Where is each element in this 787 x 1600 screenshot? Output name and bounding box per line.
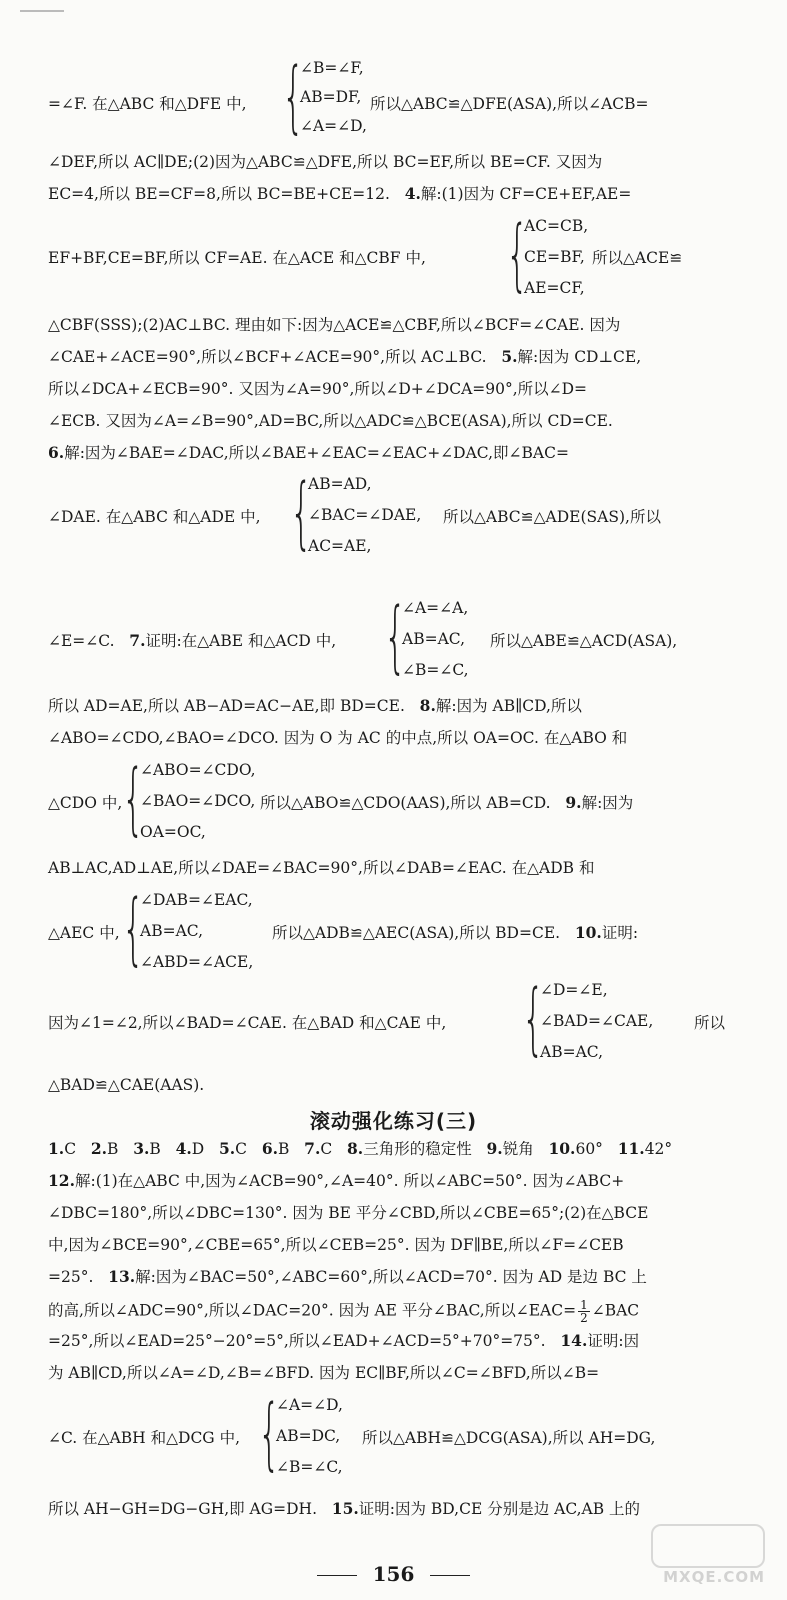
system-row: ∠ABO=∠CDO, bbox=[140, 761, 256, 779]
system-row: ∠B=∠C, bbox=[402, 661, 469, 679]
brace-icon: { bbox=[258, 1389, 281, 1479]
system-row: ∠BAD=∠CAE, bbox=[540, 1012, 654, 1030]
question-number: 15. bbox=[331, 1499, 359, 1518]
system-row: ∠A=∠A, bbox=[402, 599, 469, 617]
text-line: 所以 AD=AE,所以 AB−AD=AC−AE,即 BD=CE. 8.解:因为 AB∥CD,所以 bbox=[48, 696, 582, 715]
question-number: 9. bbox=[565, 793, 582, 812]
system-row: AB=AC, bbox=[402, 630, 465, 648]
question-number: 10. bbox=[574, 923, 602, 942]
system-row: AC=CB, bbox=[524, 217, 589, 235]
watermark bbox=[619, 1524, 769, 1586]
text-line: 所以△ABC≌△DFE(ASA),所以∠ACB= bbox=[370, 95, 649, 113]
watermark-logo-icon bbox=[651, 1524, 765, 1568]
text-line: 所以∠DCA+∠ECB=90°. 又因为∠A=90°,所以∠D+∠DCA=90°,所以∠D= bbox=[48, 380, 588, 398]
text-line: =∠F. 在△ABC 和△DFE 中, bbox=[48, 95, 247, 113]
text-line: 所以△ABC≌△ADE(SAS),所以 bbox=[443, 508, 661, 526]
system-row: ∠B=∠C, bbox=[276, 1458, 343, 1476]
brace-icon: { bbox=[122, 754, 145, 844]
system-row: CE=BF, bbox=[524, 248, 585, 266]
system-row: OA=OC, bbox=[140, 823, 206, 841]
text-line: ∠C. 在△ABH 和△DCG 中, bbox=[48, 1429, 241, 1447]
system-row: ∠D=∠E, bbox=[540, 981, 608, 999]
text-line: 所以△ABH≌△DCG(ASA),所以 AH=DG, bbox=[362, 1429, 656, 1447]
system-row: ∠ABD=∠ACE, bbox=[140, 953, 254, 971]
text-line: ∠ECB. 又因为∠A=∠B=90°,AD=BC,所以△ADC≌△BCE(ASA),所以 CD=CE. bbox=[48, 412, 613, 430]
text-line: EC=4,所以 BE=CF=8,所以 BC=BE+CE=12. 4.解:(1)因为 CF=CE+EF,AE= bbox=[48, 184, 632, 203]
system-row: AB=DF, bbox=[300, 88, 362, 106]
text-line: 为 AB∥CD,所以∠A=∠D,∠B=∠BFD. 因为 EC∥BF,所以∠C=∠BFD,所以∠B= bbox=[48, 1364, 600, 1382]
dash-right bbox=[430, 1575, 470, 1576]
system-row: ∠DAB=∠EAC, bbox=[140, 891, 253, 909]
text-line: AB⊥AC,AD⊥AE,所以∠DAE=∠BAC=90°,所以∠DAB=∠EAC. 在△ADB 和 bbox=[48, 859, 595, 877]
brace-icon: { bbox=[282, 52, 305, 142]
system-row: AB=AC, bbox=[540, 1043, 603, 1061]
system-row: AE=CF, bbox=[524, 279, 585, 297]
text-line: ∠DEF,所以 AC∥DE;(2)因为△ABC≌△DFE,所以 BC=EF,所以 BE=CF. 又因为 bbox=[48, 153, 603, 171]
text-line: ∠ABO=∠CDO,∠BAO=∠DCO. 因为 O 为 AC 的中点,所以 OA=OC. 在△ABO 和 bbox=[48, 729, 628, 747]
question-number: 6. bbox=[48, 443, 65, 462]
text-line: 6.解:因为∠BAE=∠DAC,所以∠BAE+∠EAC=∠EAC+∠DAC,即∠BAC= bbox=[48, 443, 569, 462]
answer-row: 1.C 2.B 3.B 4.D 5.C 6.B 7.C 8.三角形的稳定性 9.锐角 10.60° 11.42° bbox=[48, 1139, 673, 1158]
text-line: 所以△ABO≌△CDO(AAS),所以 AB=CD. 9.解:因为 bbox=[260, 793, 634, 812]
text-line: △CBF(SSS);(2)AC⊥BC. 理由如下:因为△ACE≌△CBF,所以∠BCF=∠CAE. 因为 bbox=[48, 316, 621, 334]
question-number: 14. bbox=[560, 1331, 588, 1350]
system-row: AC=AE, bbox=[308, 537, 372, 555]
text-line: ∠CAE+∠ACE=90°,所以∠BCF+∠ACE=90°,所以 AC⊥BC. 5.解:因为 CD⊥CE, bbox=[48, 347, 642, 366]
text-line: 所以△ADB≌△AEC(ASA),所以 BD=CE. 10.证明: bbox=[272, 923, 639, 942]
question-number: 12. bbox=[48, 1171, 75, 1190]
brace-icon: { bbox=[506, 210, 529, 300]
text-line: 中,因为∠BCE=90°,∠CBE=65°,所以∠CEB=25°. 因为 DF∥BE,所以∠F=∠CEB bbox=[48, 1236, 624, 1254]
system-row: AB=DC, bbox=[276, 1427, 341, 1445]
brace-icon: { bbox=[522, 974, 545, 1064]
page-number: 156 bbox=[0, 1562, 787, 1586]
brace-icon: { bbox=[290, 468, 313, 558]
text-line: △CDO 中, bbox=[48, 794, 123, 812]
dash-left bbox=[317, 1575, 357, 1576]
question-number: 13. bbox=[108, 1267, 136, 1286]
text-line: 所以 bbox=[694, 1014, 726, 1032]
text-line: △BAD≌△CAE(AAS). bbox=[48, 1076, 205, 1094]
fraction: $\frac{1}{2}$ bbox=[580, 1298, 588, 1325]
question-number: 4. bbox=[404, 184, 421, 203]
brace-icon: { bbox=[122, 884, 145, 974]
system-row: AB=AD, bbox=[308, 475, 372, 493]
text-line: ∠E=∠C. 7.证明:在△ABE 和△ACD 中, bbox=[48, 631, 337, 650]
question-number: 8. bbox=[419, 696, 436, 715]
watermark-site: MXQE.COM bbox=[663, 1568, 765, 1586]
text-line: 所以△ACE≌ bbox=[592, 249, 683, 267]
question-number: 7. bbox=[129, 631, 146, 650]
text-line: =25°,所以∠EAD=25°−20°=5°,所以∠EAD+∠ACD=5°+70°=75°. 14.证明:因 bbox=[48, 1331, 640, 1350]
text-line: ∠DAE. 在△ABC 和△ADE 中, bbox=[48, 508, 261, 526]
brace-icon: { bbox=[384, 592, 407, 682]
system-row: ∠A=∠D, bbox=[276, 1396, 343, 1414]
text-line: 所以 AH−GH=DG−GH,即 AG=DH. 15.证明:因为 BD,CE 分别是边 AC,AB 上的 bbox=[48, 1499, 641, 1518]
text-line: =25°. 13.解:因为∠BAC=50°,∠ABC=60°,所以∠ACD=70°. 因为 AD 是边 BC 上 bbox=[48, 1267, 647, 1286]
system-row: ∠BAC=∠DAE, bbox=[308, 506, 422, 524]
text-line: EF+BF,CE=BF,所以 CF=AE. 在△ACE 和△CBF 中, bbox=[48, 249, 426, 267]
question-number: 5. bbox=[501, 347, 518, 366]
text-line: 所以△ABE≌△ACD(ASA), bbox=[490, 632, 678, 650]
text-line: 的高,所以∠ADC=90°,所以∠DAC=20°. 因为 AE 平分∠BAC,所以∠EAC= $\frac{1}{2}$ ∠BAC bbox=[48, 1298, 640, 1325]
system-row: ∠BAO=∠DCO, bbox=[140, 792, 256, 810]
text-line: 12.解:(1)在△ABC 中,因为∠ACB=90°,∠A=40°. 所以∠ABC=50°. 因为∠ABC+ bbox=[48, 1171, 625, 1190]
system-row: ∠B=∠F, bbox=[300, 59, 364, 77]
text-line: △AEC 中, bbox=[48, 924, 120, 942]
system-row: ∠A=∠D, bbox=[300, 117, 367, 135]
scan-mark bbox=[20, 10, 64, 12]
text-line: 因为∠1=∠2,所以∠BAD=∠CAE. 在△BAD 和△CAE 中, bbox=[48, 1014, 447, 1032]
section-heading: 滚动强化练习(三) bbox=[309, 1109, 478, 1133]
system-row: AB=AC, bbox=[140, 922, 203, 940]
text-line: ∠DBC=180°,所以∠DBC=130°. 因为 BE 平分∠CBD,所以∠CBE=65°;(2)在△BCE bbox=[48, 1204, 649, 1222]
